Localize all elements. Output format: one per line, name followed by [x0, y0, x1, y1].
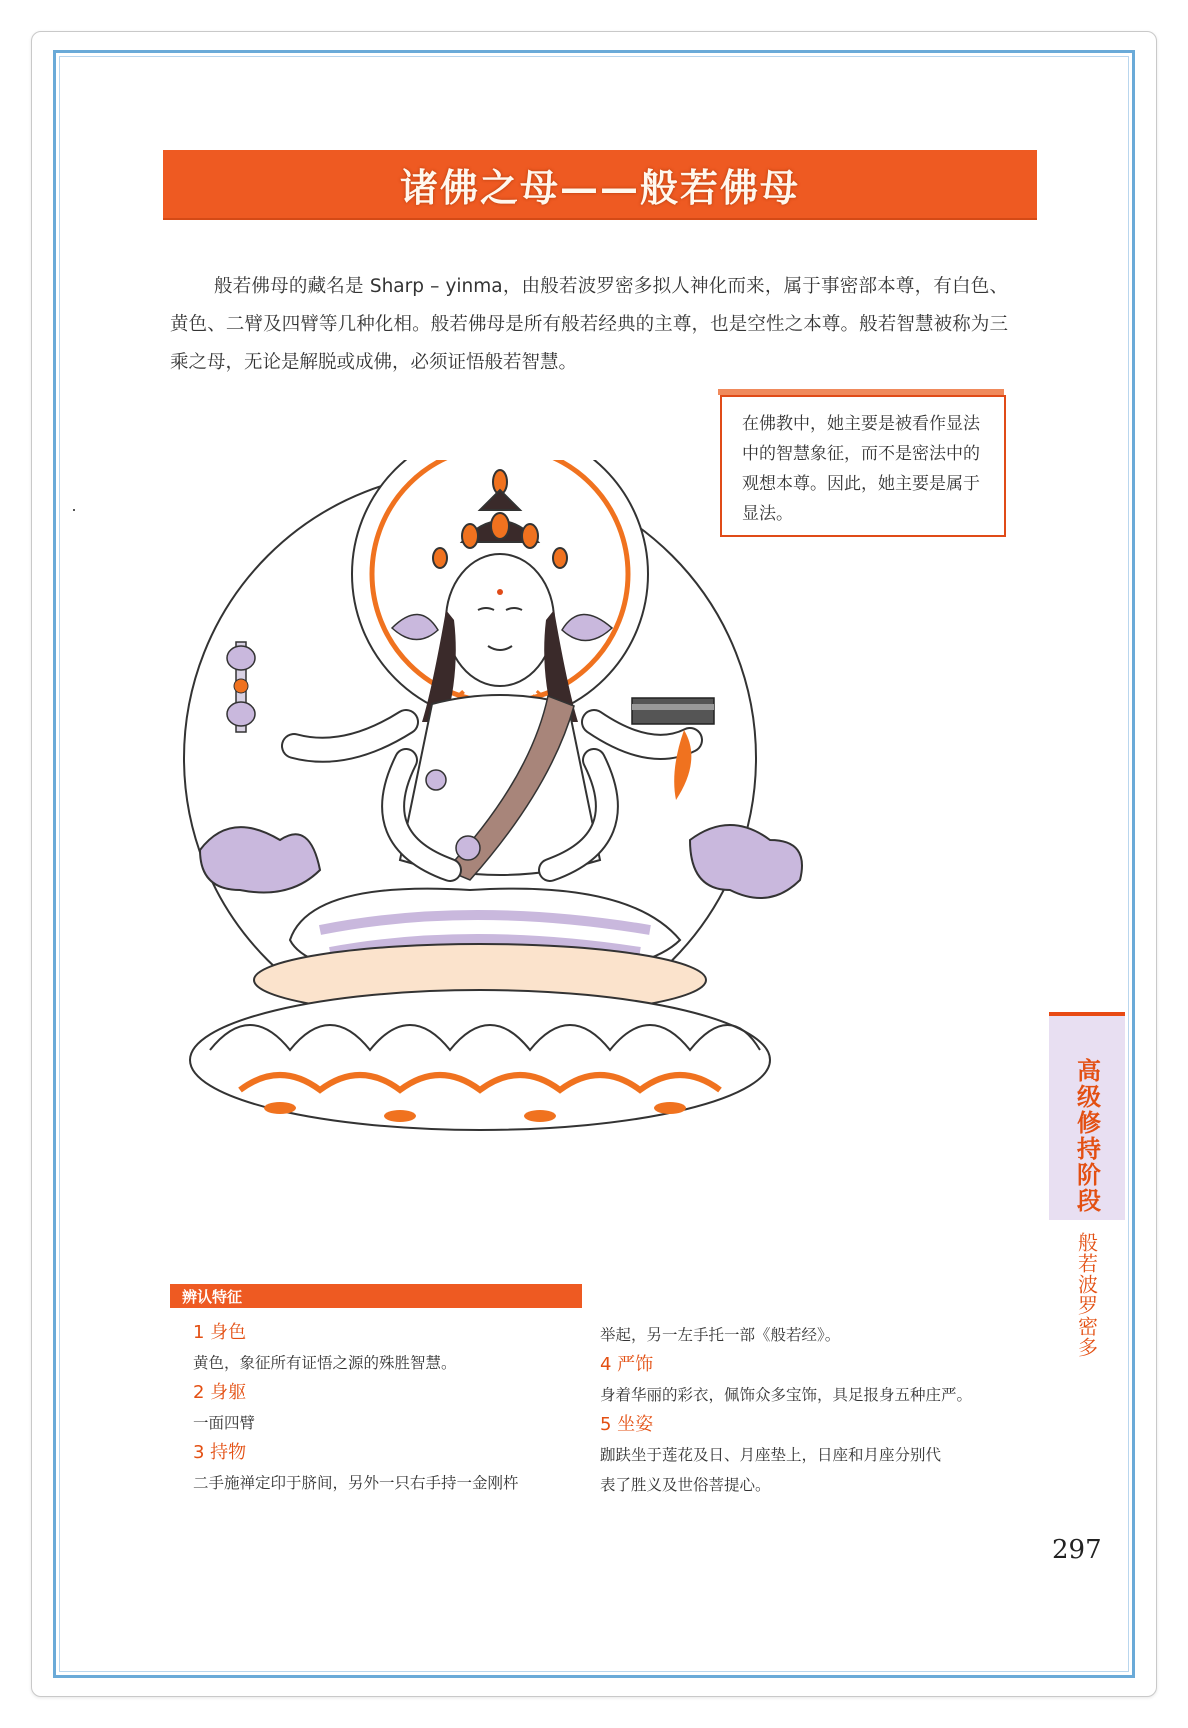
side-tab-subtitle: 般若波罗密多: [1074, 1232, 1099, 1358]
side-tab-subtitle-box: [1049, 1232, 1125, 1392]
page-title: 诸佛之母——般若佛母: [399, 164, 800, 210]
side-tab: [1049, 1012, 1125, 1220]
feature-text: 身着华丽的彩衣，佩饰众多宝饰，具足报身五种庄严。: [600, 1386, 973, 1404]
prajnaparamita-illustration: [170, 460, 870, 1220]
features-left-column: [193, 1318, 593, 1498]
features-right-column: [600, 1320, 1010, 1500]
feature-text: 跏趺坐于莲花及日、月座垫上，日座和月座分别代: [600, 1446, 942, 1464]
lotus-icon: [190, 990, 770, 1130]
feature-title: 2 身躯: [193, 1382, 247, 1403]
feature-title: 1 身色: [193, 1322, 247, 1343]
feature-text: 表了胜义及世俗菩提心。: [600, 1476, 771, 1494]
stray-dot: [73, 509, 75, 511]
features-header-label: 辨认特征: [182, 1287, 243, 1306]
side-tab-title: 高级修持阶段: [1072, 1058, 1101, 1214]
note-box: 在佛教中，她主要是被看作显法中的智慧象征，而不是密法中的观想本尊。因此，她主要是属于显法。: [720, 395, 1006, 537]
title-bar: [163, 150, 1037, 218]
feature-text: 一面四臂: [193, 1414, 256, 1432]
page-number: 297: [1052, 1535, 1102, 1565]
feature-title: 3 持物: [193, 1442, 247, 1463]
face: [446, 554, 554, 686]
features-header: [170, 1284, 582, 1308]
feature-continuation: 举起，另一左手托一部《般若经》。: [600, 1326, 841, 1344]
feature-title: 4 严饰: [600, 1354, 654, 1375]
intro-paragraph: 般若佛母的藏名是 Sharp – yinma，由般若波罗密多拟人神化而来，属于事密部本尊，有白色、黄色、二臂及四臂等几种化相。般若佛母是所有般若经典的主尊，也是空性之本尊。般若智慧被称为三乘之母，无论是解脱或成佛，必须证悟般若智慧。: [170, 276, 1008, 373]
feature-title: 5 坐姿: [600, 1414, 654, 1435]
feature-text: 黄色，象征所有证悟之源的殊胜智慧。: [193, 1354, 457, 1372]
feature-text: 二手施禅定印于脐间，另外一只右手持一金刚杵: [193, 1474, 519, 1492]
